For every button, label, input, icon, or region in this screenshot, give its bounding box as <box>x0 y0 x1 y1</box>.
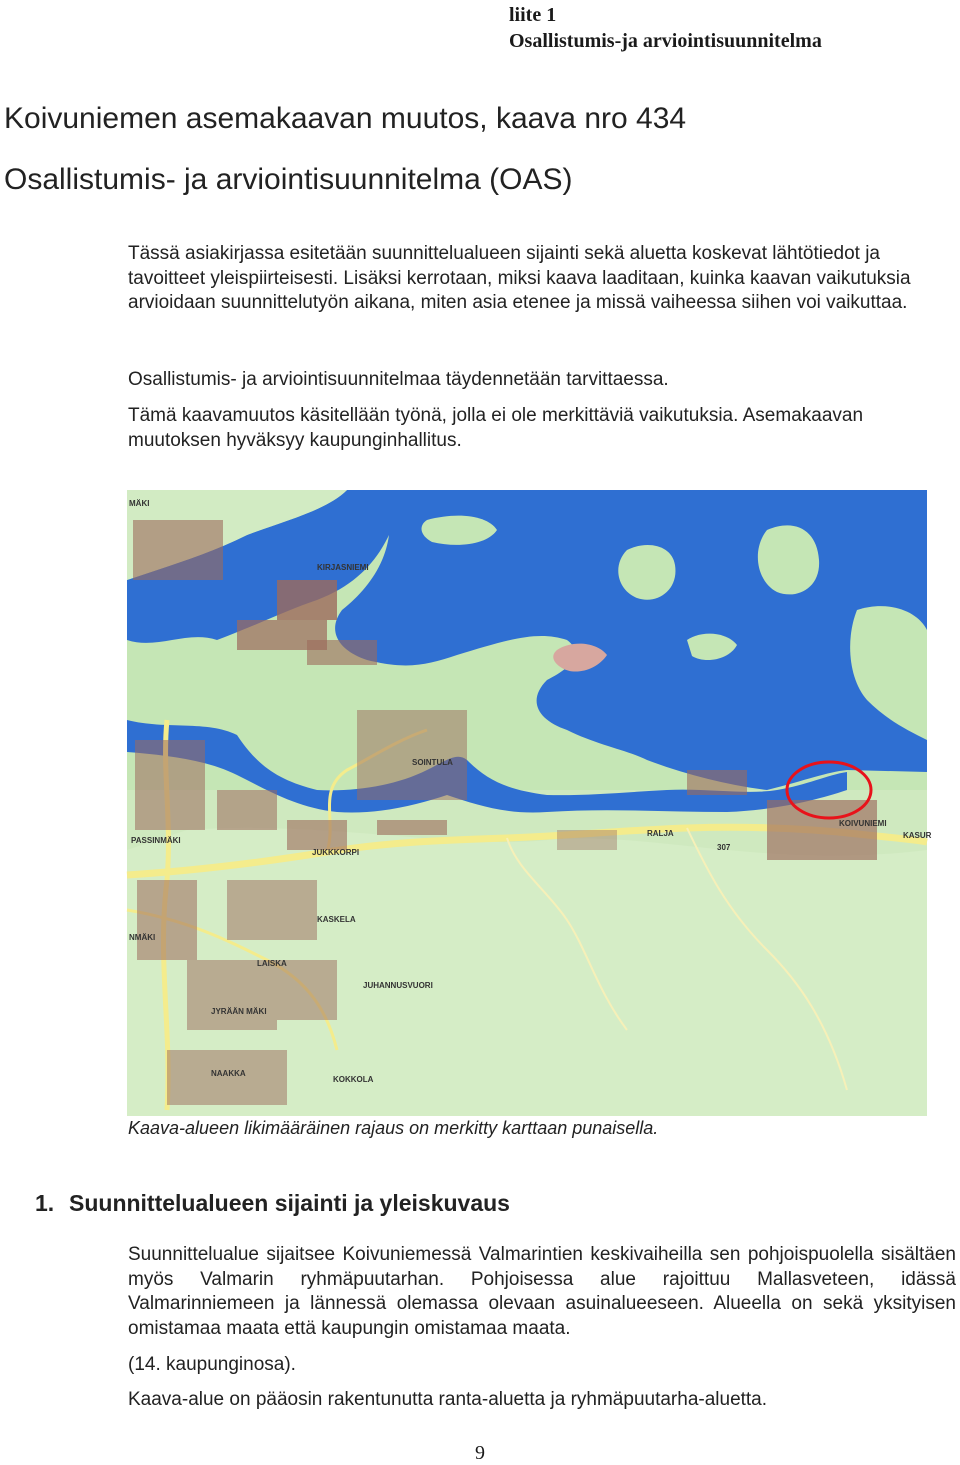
map-label-sointula: SOINTULA <box>412 758 453 767</box>
map-label-jukkkorpi: JUKKKORPI <box>312 848 360 857</box>
map-label-nmaki: NMÄKI <box>129 933 156 942</box>
map-caption: Kaava-alueen likimääräinen rajaus on merkitty karttaan punaisella. <box>128 1118 659 1138</box>
page-number: 9 <box>475 1442 485 1464</box>
map-label-passinmaki: PASSINMÄKI <box>131 836 181 845</box>
section-number: 1. <box>35 1190 55 1216</box>
map-label-ralja: RALJA <box>647 829 674 838</box>
document-type-label: Osallistumis-ja arviointisuunnitelma <box>509 30 822 52</box>
map-label-juhannusvuori: JUHANNUSVUORI <box>363 981 433 990</box>
appendix-label: liite 1 <box>509 4 557 26</box>
map-label-laiska: LAISKA <box>257 959 287 968</box>
map-label-kasur: KASUR <box>903 831 932 840</box>
page-subtitle: Osallistumis- ja arviointisuunnitelma (OAS) <box>4 163 573 196</box>
map-label-kokkola: KOKKOLA <box>333 1075 374 1084</box>
section-paragraph: (14. kaupunginosa). <box>128 1354 296 1375</box>
intro-paragraph: Osallistumis- ja arviointisuunnitelmaa täydennetään tarvittaessa. <box>128 369 669 390</box>
map-label-kirjasniemi: KIRJASNIEMI <box>317 563 369 572</box>
section-paragraph: Kaava-alue on pääosin rakentunutta ranta-aluetta ja ryhmäpuutarha-aluetta. <box>128 1389 768 1410</box>
location-map <box>127 490 932 1116</box>
map-label-jyraan-maki: JYRÄÄN MÄKI <box>211 1007 267 1016</box>
map-label-naakka: NAAKKA <box>211 1069 246 1078</box>
intro-paragraph: Tässä asiakirjassa esitetään suunnittelualueen sijainti sekä aluetta koskevat lähtötiedot ja tavoitteet yleispiirteisesti. Lisäksi kerrotaan, miksi kaava laaditaan, kuinka kaavan vaikutuksia arvioidaan suunnittelutyön aikana, miten asia etenee ja missä vaiheessa siihen voi vaikuttaa. <box>128 243 911 313</box>
section-title: Suunnittelualueen sijainti ja yleiskuvaus <box>69 1190 510 1216</box>
map-label-maki: MÄKI <box>129 499 150 508</box>
page-title: Koivuniemen asemakaavan muutos, kaava nro 434 <box>4 102 687 135</box>
section-heading <box>35 1190 510 1217</box>
section-paragraph: Suunnittelualue sijaitsee Koivuniemessä Valmarintien keskivaiheilla sen pohjoispuolella sisältäen myös Valmarin ryhmäpuutarhan. Pohjoisessa alue rajoittuu Mallasveteen, idässä Valmarinniemeen ja lännessä olemassa olevaan asuinalueeseen. Alueella on sekä yksityisen omistamaa maata että kaupungin omistamaa maata. <box>128 1244 956 1339</box>
intro-paragraph: Tämä kaavamuutos käsitellään työnä, jolla ei ole merkittäviä vaikutuksia. Asemakaavan muutoksen hyväksyy kaupunginhallitus. <box>128 405 864 451</box>
map-label-kaskela: KASKELA <box>317 915 356 924</box>
map-label-road-number: 307 <box>717 843 731 852</box>
map-label-koivuniemi: KOIVUNIEMI <box>839 819 887 828</box>
